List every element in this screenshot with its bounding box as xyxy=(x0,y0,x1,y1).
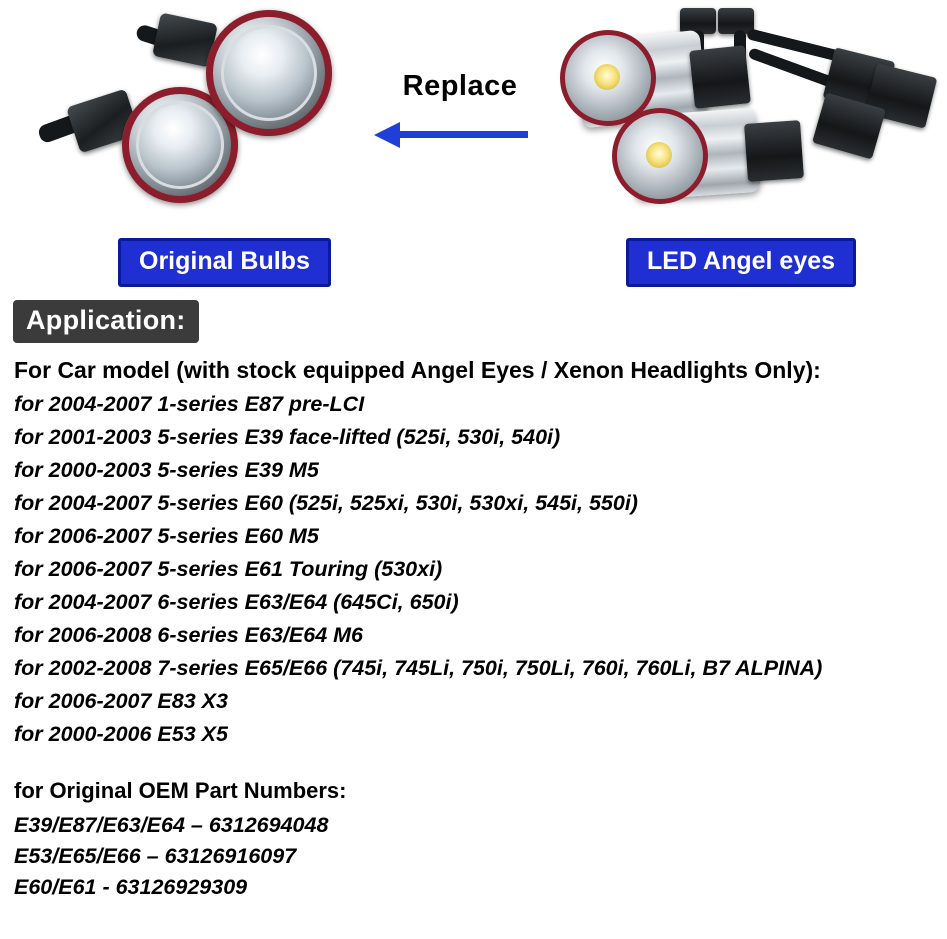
vehicle-model-list xyxy=(14,388,947,751)
oem-part-numbers-title: for Original OEM Part Numbers: xyxy=(14,778,347,803)
list-item: for 2006-2007 E83 X3 xyxy=(14,689,228,713)
led-chip-lower xyxy=(646,142,672,168)
list-item: for 2001-2003 5-series E39 face-lifted (525i, 530i, 540i) xyxy=(14,425,561,449)
bulb-lens-lower xyxy=(136,101,224,189)
led-chip-upper xyxy=(594,64,620,90)
replace-arrow xyxy=(370,117,550,157)
led-base-upper xyxy=(689,45,751,109)
arrow-shaft xyxy=(396,131,528,138)
application-badge: Application: xyxy=(13,300,199,343)
application-intro: For Car model (with stock equipped Angel Eyes / Xenon Headlights Only): xyxy=(14,357,821,383)
original-bulbs-photo xyxy=(30,0,360,225)
product-comparison-hero xyxy=(0,0,947,290)
list-item: E39/E87/E63/E64 – 6312694048 xyxy=(14,813,329,837)
list-item: for 2000-2003 5-series E39 M5 xyxy=(14,458,319,482)
bulb-lens-upper xyxy=(221,25,317,121)
list-item: for 2004-2007 5-series E60 (525i, 525xi, 530i, 530xi, 545i, 550i) xyxy=(14,491,638,515)
list-item: for 2004-2007 1-series E87 pre-LCI xyxy=(14,392,365,416)
list-item: for 2006-2007 5-series E60 M5 xyxy=(14,524,319,548)
replace-label: Replace xyxy=(402,70,518,102)
replace-indicator xyxy=(370,70,550,157)
oem-part-numbers-list xyxy=(14,810,947,903)
list-item: for 2004-2007 6-series E63/E64 (645Ci, 650i) xyxy=(14,590,459,614)
caption-led-angel-eyes: LED Angel eyes xyxy=(626,238,856,287)
list-item: E53/E65/E66 – 63126916097 xyxy=(14,844,297,868)
led-angel-eyes-photo xyxy=(560,0,940,225)
list-item: E60/E61 - 63126929309 xyxy=(14,875,248,899)
list-item: for 2006-2008 6-series E63/E64 M6 xyxy=(14,623,364,647)
arrow-left-icon xyxy=(374,122,400,148)
application-section xyxy=(0,300,947,903)
list-item: for 2002-2008 7-series E65/E66 (745i, 745Li, 750i, 750Li, 760i, 760Li, B7 ALPINA) xyxy=(14,656,823,680)
list-item: for 2000-2006 E53 X5 xyxy=(14,722,228,746)
caption-original-bulbs: Original Bulbs xyxy=(118,238,331,287)
led-base-lower xyxy=(744,120,804,182)
list-item: for 2006-2007 5-series E61 Touring (530xi) xyxy=(14,557,443,581)
